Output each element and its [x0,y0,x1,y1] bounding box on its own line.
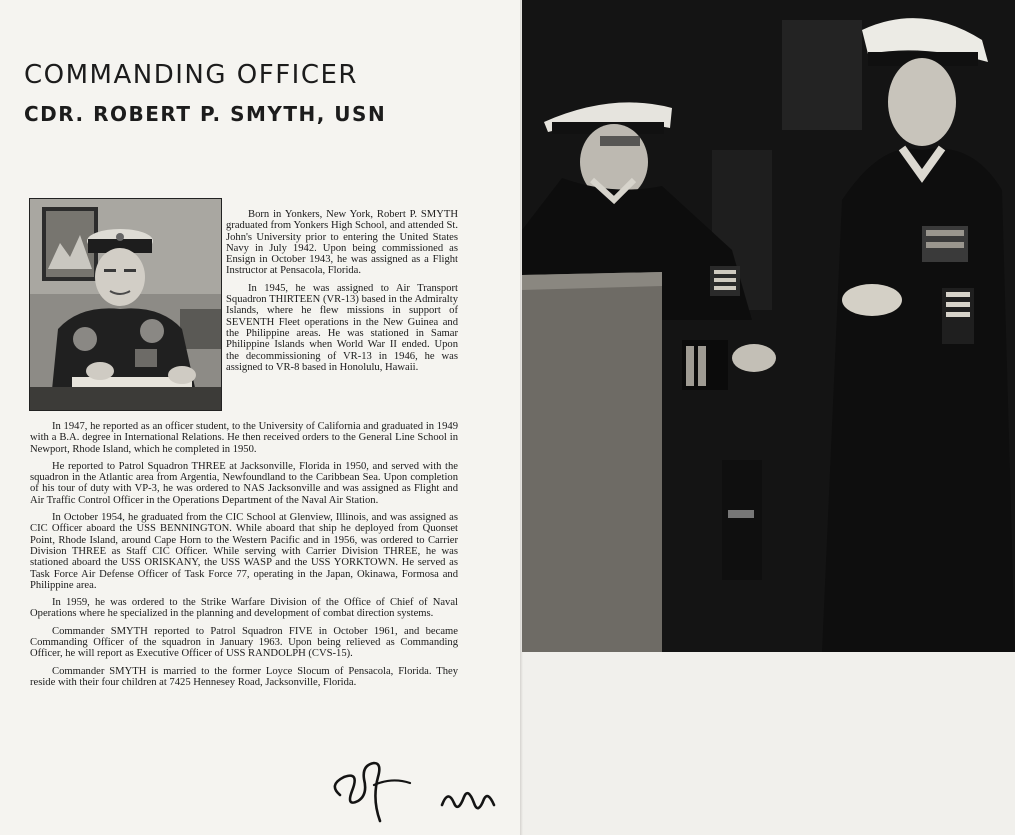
page-title: COMMANDING OFFICER [24,60,358,90]
page-subtitle: CDR. ROBERT P. SMYTH, USN [24,102,387,126]
portrait-photo [29,198,222,411]
biography-paragraph: In October 1954, he graduated from the CIC School at Glenview, Illinois, and was assigned as CIC Officer aboard the USS BENNINGTON. While aboard that ship he deployed from Quonset Point, Rhode Island, around Cape Horn to the Western Pacific and in 1956, was ordered to Carrier Division THREE as Staff CIC Officer. While serving with Carrier Division THREE, he was stationed aboard the USS ORISKANY, the USS WASP and the USS YORKTOWN. He served as Task Force Air Defense Officer of Task Force 77, operating in the Japan, Okinawa, Formosa and Philippine area. [30,512,458,591]
biography-paragraph: In 1945, he was assigned to Air Transport Squadron THIRTEEN (VR-13) based in the Admiralty Islands, where he flew missions in support of SEVENTH Fleet operations in the New Guinea and the Philippine areas. He was stationed in Samar Philippine Islands when World War II ended. Upon the decommissioning of VR-13 in 1946, he was assigned to VR-8 based in Honolulu, Hawaii. [226,282,458,373]
biography-paragraph: Born in Yonkers, New York, Robert P. SMYTH graduated from Yonkers High School, and attended St. John's University prior to entering the United States Navy in July 1942. Upon being commissioned as Ensign in October 1943, he was assigned as a Flight Instructor at Pensacola, Florida. [226,209,458,277]
biography-body [30,421,458,694]
portrait-photo-image [30,199,221,410]
ceremony-photo-image [522,0,1015,652]
biography-paragraph: Commander SMYTH is married to the former Loyce Slocum of Pensacola, Florida. They reside with their four children at 7425 Hennesey Road, Jacksonville, Florida. [30,665,458,688]
signature-image [322,755,512,825]
biography-column [226,209,458,379]
biography-paragraph: Commander SMYTH reported to Patrol Squadron FIVE in October 1961, and became Commanding Officer of the squadron in January 1963. Upon being relieved as Commanding Officer, he will report as Executive Officer of USS RANDOLPH (CVS-15). [30,625,458,660]
ceremony-photo [522,0,1015,652]
signature [322,755,512,825]
biography-paragraph: In 1947, he reported as an officer student, to the University of California and graduated in 1949 with a B.A. degree in International Relations. He then received orders to the General Line School in Newport, Rhode Island, which he completed in 1950. [30,421,458,455]
biography-paragraph: In 1959, he was ordered to the Strike Warfare Division of the Office of Chief of Naval Operations where he specialized in the planning and development of combat direction systems. [30,597,458,620]
biography-paragraph: He reported to Patrol Squadron THREE at Jacksonville, Florida in 1950, and served with the squadron in the Atlantic area from Argentia, Newfoundland to the Caribbean Sea. Upon completion of his tour of duty with VP-3, he was ordered to NAS Jacksonville and was assigned as Flight and Air Traffic Control Officer in the Operations Department of the Naval Air Station. [30,460,458,506]
